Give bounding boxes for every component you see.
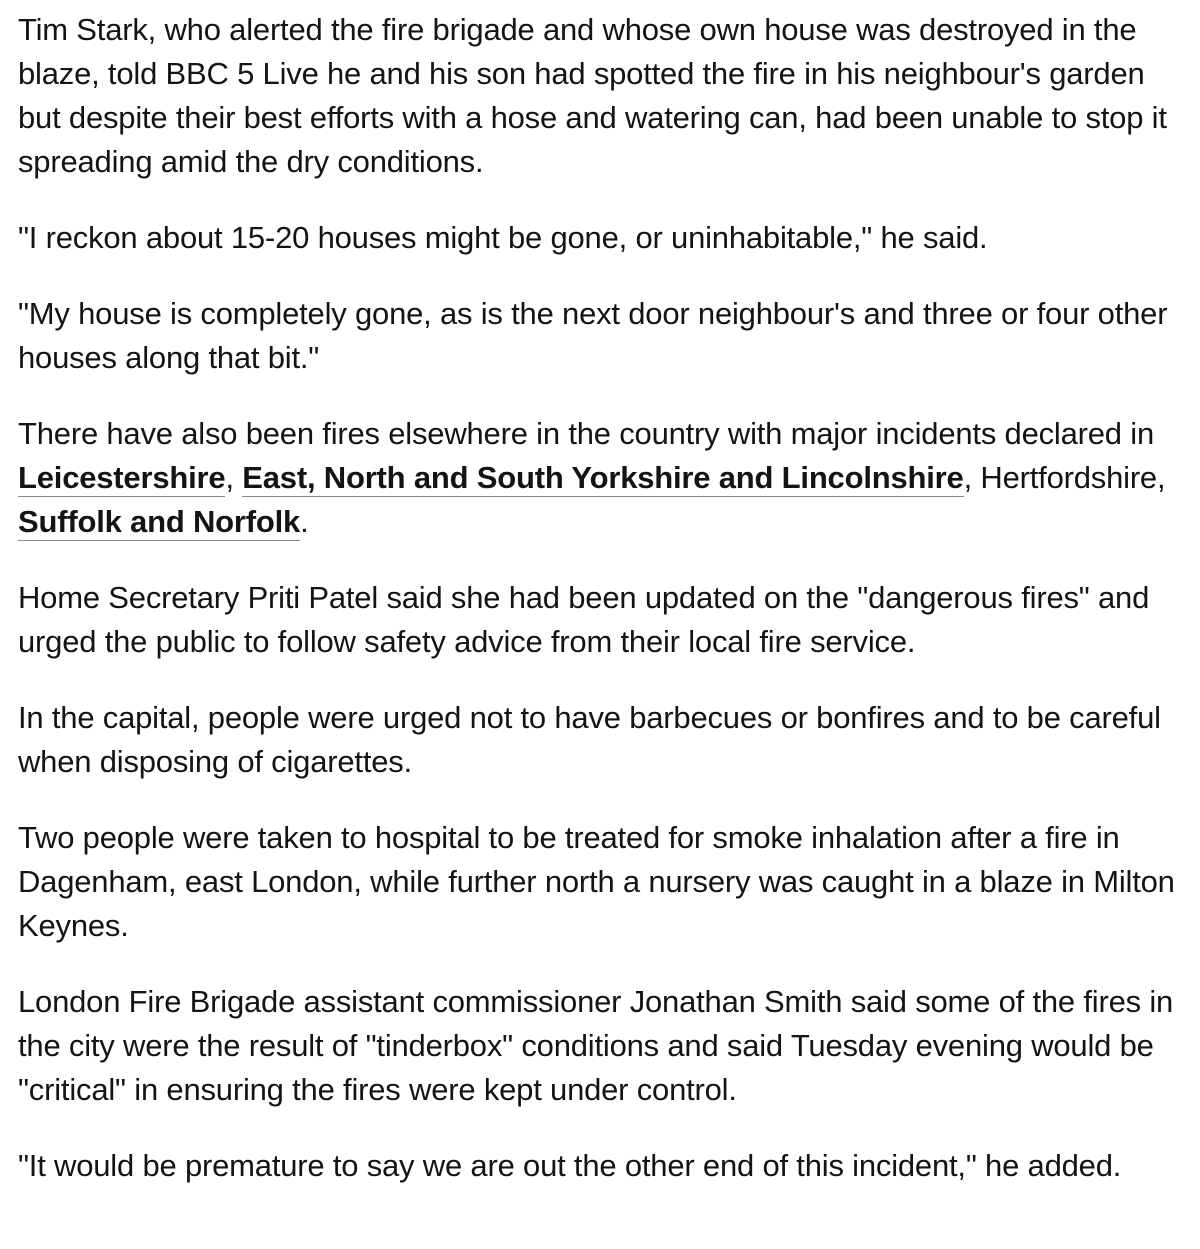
paragraph-tim-stark: Tim Stark, who alerted the fire brigade and whose own house was destroyed in the blaze, told BBC 5 Live he and his son had spotted the fire in his neighbour's garden but despite their best efforts with a hose and watering can, had been unable to stop it spreading amid the dry conditions. — [18, 12, 1167, 179]
fires-elsewhere-lead: There have also been fires elsewhere in the country with major incidents declared in — [18, 416, 1154, 451]
link-suffolk-norfolk[interactable]: Suffolk and Norfolk — [18, 504, 301, 539]
link-leicestershire[interactable]: Leicestershire — [18, 460, 226, 495]
paragraph-dagenham: Two people were taken to hospital to be treated for smoke inhalation after a fire in Dagenham, east London, while further north a nursery was caught in a blaze in Milton Keynes. — [18, 820, 1175, 943]
paragraph-my-house: "My house is completely gone, as is the next door neighbour's and three or four other houses along that bit." — [18, 296, 1168, 375]
paragraph-home-secretary: Home Secretary Priti Patel said she had been updated on the "dangerous fires" and urged the public to follow safety advice from their local fire service. — [18, 580, 1150, 659]
paragraph-premature: "It would be premature to say we are out the other end of this incident," he added. — [18, 1148, 1122, 1183]
paragraph-capital: In the capital, people were urged not to have barbecues or bonfires and to be careful when disposing of cigarettes. — [18, 700, 1161, 779]
paragraph-jonathan-smith: London Fire Brigade assistant commissioner Jonathan Smith said some of the fires in the city were the result of "tinderbox" conditions and said Tuesday evening would be "critical" in ensuring the fires were kept under control. — [18, 984, 1174, 1107]
link-yorkshire-lincolnshire[interactable]: East, North and South Yorkshire and Lincolnshire — [242, 460, 964, 495]
paragraph-houses-gone: "I reckon about 15-20 houses might be gone, or uninhabitable," he said. — [18, 220, 988, 255]
fires-elsewhere-sep2: , Hertfordshire, — [963, 460, 1166, 495]
fires-elsewhere-sep1: , — [225, 460, 243, 495]
paragraph-fires-elsewhere — [18, 412, 1182, 544]
fires-elsewhere-end: . — [300, 504, 309, 539]
